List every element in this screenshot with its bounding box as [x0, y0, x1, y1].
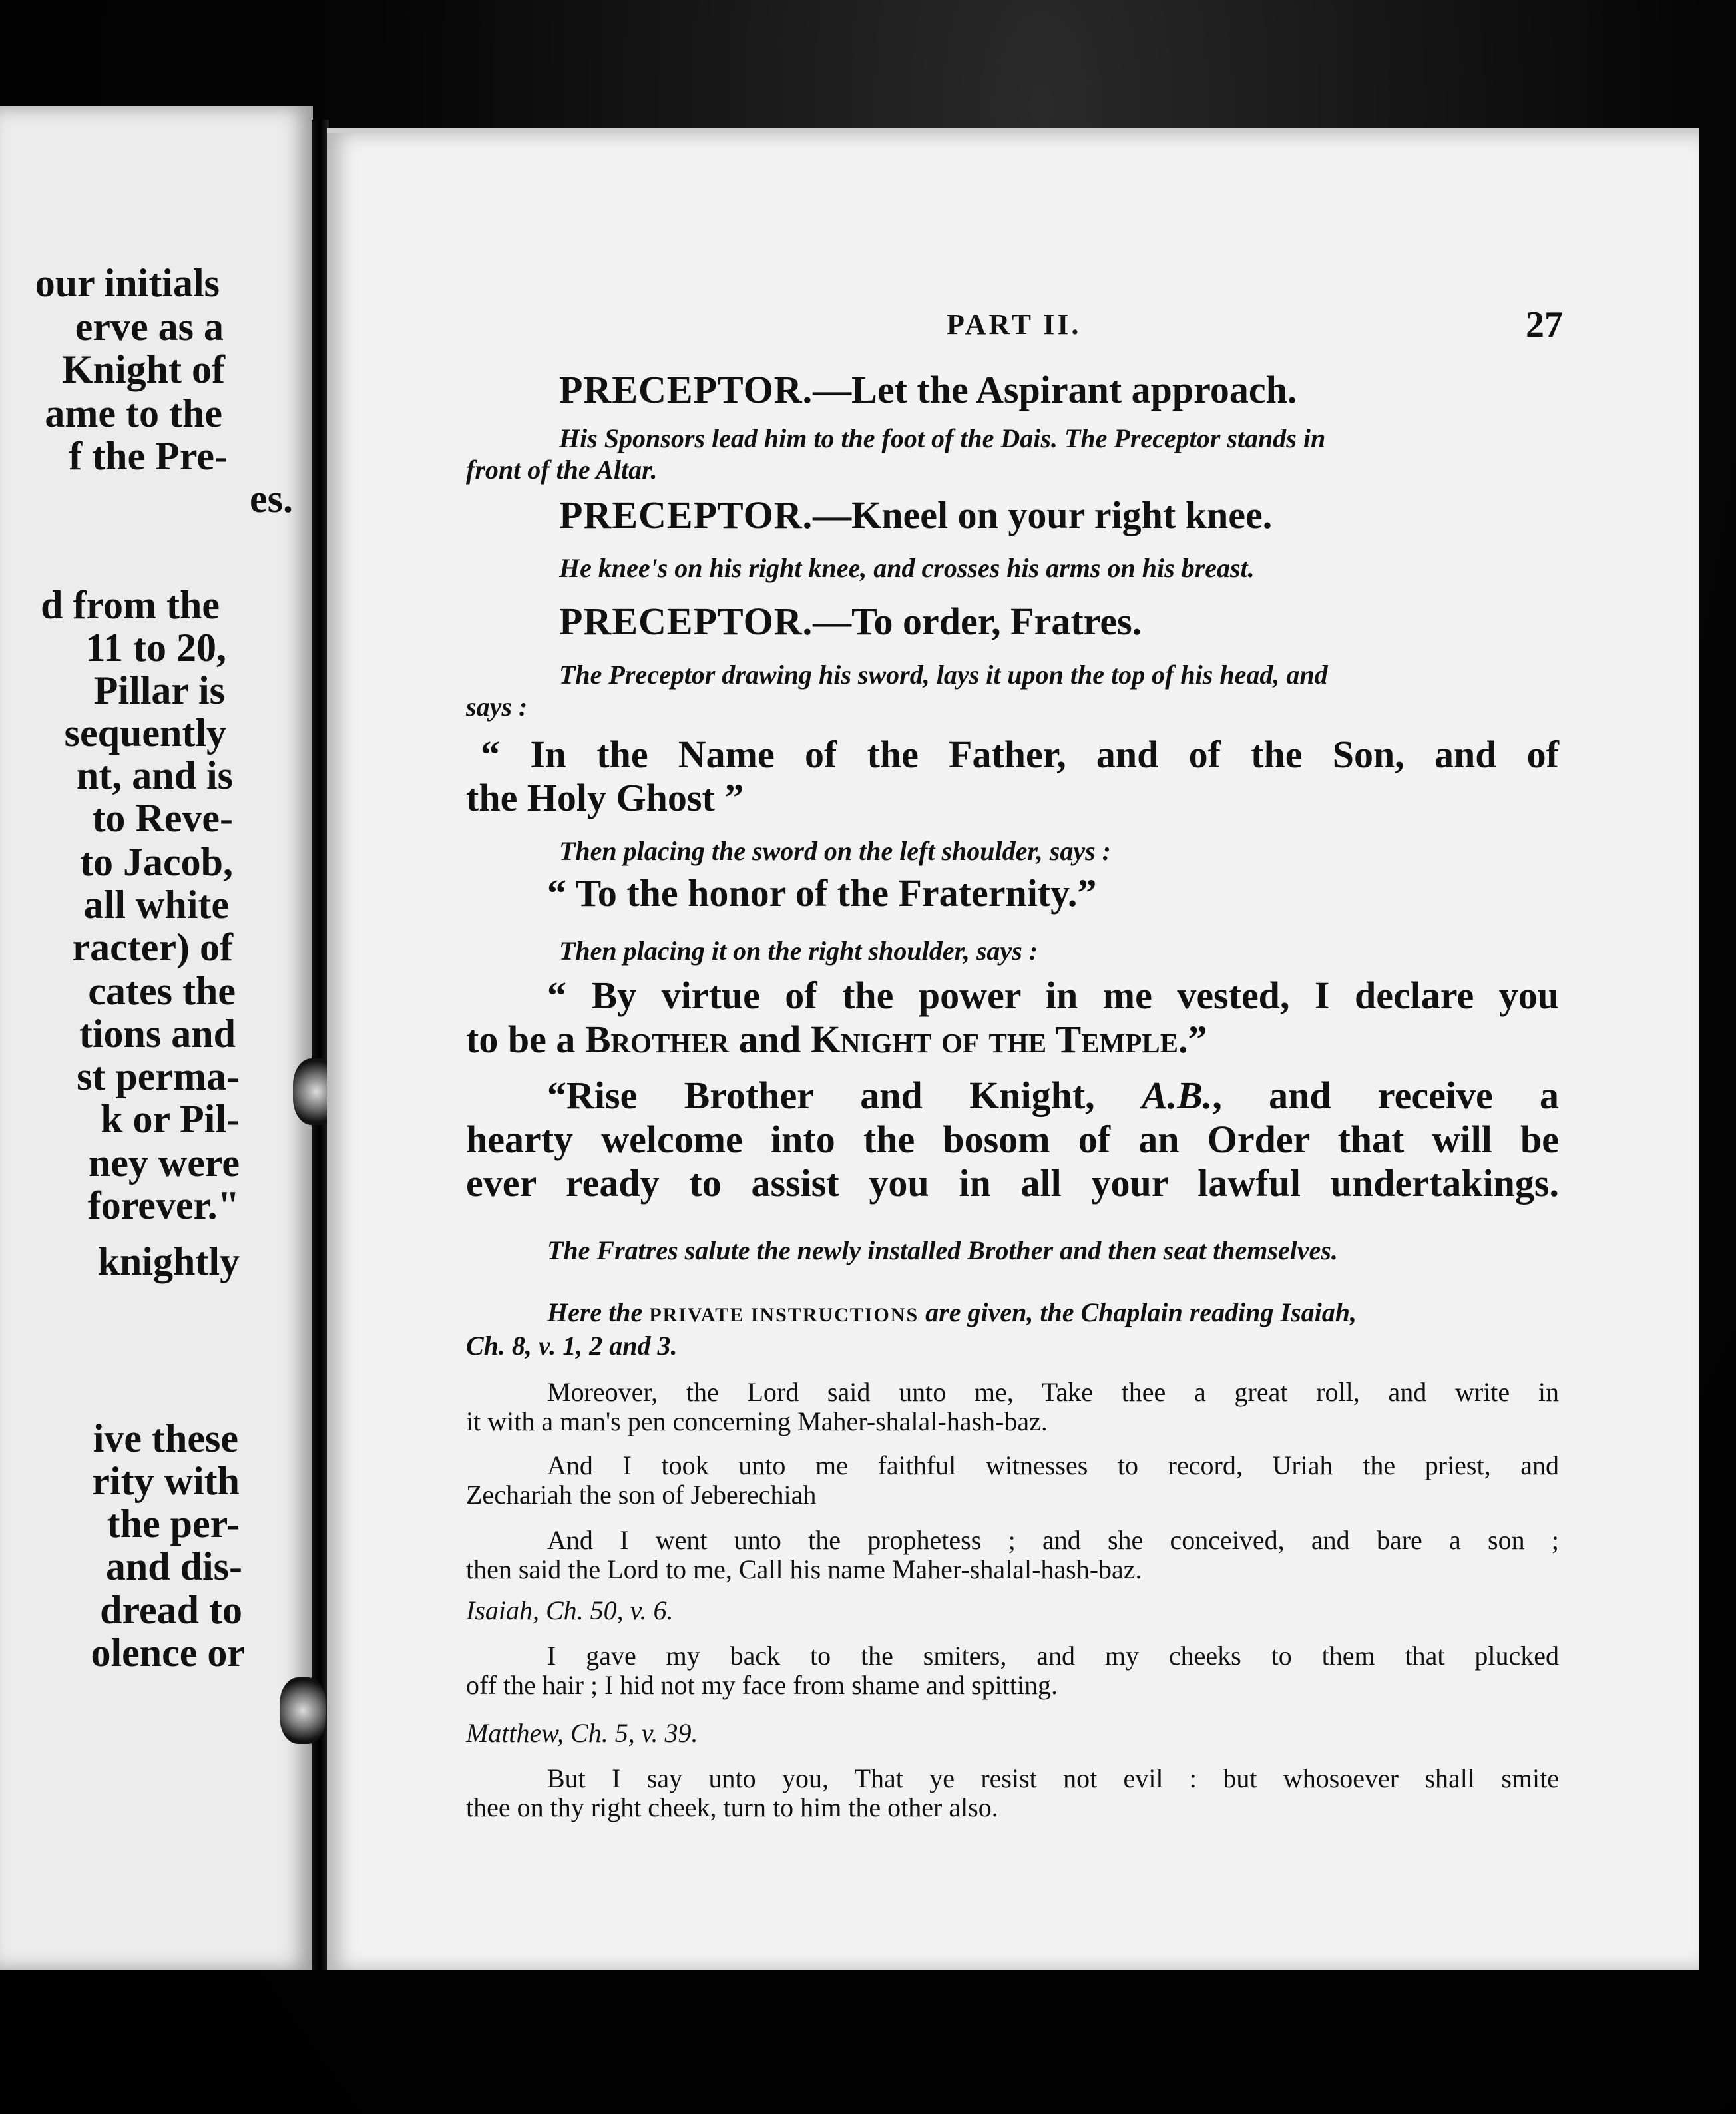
caps-run: PRIVATE INSTRUCTIONS — [649, 1304, 919, 1326]
left-page-line: all white — [83, 883, 229, 927]
left-page-line: to Jacob, — [80, 840, 233, 884]
rubric-fratres-salute: The Fratres salute the newly installed Brother and then seat themselves. — [547, 1235, 1338, 1265]
verse-great-roll-cont: it with a man's pen concerning Maher-shalal-hash-baz. — [466, 1406, 1048, 1436]
quote-rise-brother — [547, 1073, 1559, 1118]
verse-resist-not-cont: thee on thy right cheek, turn to him the other also. — [466, 1793, 998, 1822]
text-run: and — [729, 1018, 811, 1061]
citation-isaiah: Isaiah, Ch. 50, v. 6. — [466, 1595, 674, 1625]
text-run: , and receive a — [1212, 1074, 1560, 1117]
left-page-line: nt, and is — [76, 753, 233, 797]
quote-in-the-name: “ In the Name of the Father, and of the Son, and of — [481, 733, 1559, 776]
left-page-line: tions and — [79, 1012, 236, 1056]
left-page-line: cates the — [88, 969, 236, 1013]
verse-smiters: I gave my back to the smiters, and my cheeks to them that plucked — [547, 1641, 1559, 1671]
left-page-line: ame to the — [45, 391, 222, 435]
left-page-line: our initials — [35, 261, 220, 305]
quote-rise-brother-cont2: ever ready to assist you in all your lawful undertakings. — [466, 1162, 1559, 1205]
running-head: PART II. — [947, 308, 1082, 341]
left-page-line: st perma- — [77, 1054, 240, 1098]
rubric-sword: The Preceptor drawing his sword, lays it upon the top of his head, and — [559, 660, 1328, 690]
verse-prophetess-cont: then said the Lord to me, Call his name Maher-shalal-hash-baz. — [466, 1554, 1142, 1584]
quote-by-virtue-cont — [466, 1017, 1207, 1062]
text-run: .” — [1178, 1018, 1207, 1061]
right-page — [327, 133, 1699, 1970]
speaker-label: PRECEPTOR. — [559, 600, 813, 643]
left-page-line: to Reve- — [92, 796, 233, 840]
rubric-sword-cont: says : — [466, 692, 528, 722]
speech-preceptor-approach — [559, 367, 1297, 412]
small-caps-run: Brother — [584, 1018, 730, 1061]
quote-rise-brother-cont: hearty welcome into the bosom of an Order that will be — [466, 1118, 1559, 1161]
text-run: “Rise Brother and Knight, — [547, 1074, 1142, 1117]
left-page-line: d from the — [41, 583, 220, 627]
speech-text: —Let the Aspirant approach. — [813, 368, 1297, 411]
speech-text: —Kneel on your right knee. — [813, 493, 1273, 536]
verse-resist-not: But I say unto you, That ye resist not evil : but whosoever shall smite — [547, 1763, 1559, 1793]
left-page-line: ney were — [88, 1141, 240, 1185]
left-page-line: and dis- — [105, 1544, 242, 1588]
left-page-line: ive these — [93, 1416, 238, 1460]
rubric-right-shoulder: Then placing it on the right shoulder, says : — [559, 936, 1038, 966]
left-page-line: the per- — [107, 1502, 240, 1546]
left-page-line: Knight of — [61, 347, 225, 391]
left-page-line: dread to — [100, 1588, 242, 1632]
speech-preceptor-kneel — [559, 493, 1272, 537]
quote-honor-fraternity: “ To the honor of the Fraternity.” — [547, 871, 1097, 915]
small-caps-run: Knight of the Temple — [810, 1018, 1178, 1061]
verse-great-roll: Moreover, the Lord said unto me, Take thee a great roll, and write in — [547, 1377, 1559, 1407]
left-page-line: racter) of — [72, 925, 233, 969]
quote-in-the-name-cont: the Holy Ghost ” — [466, 776, 744, 819]
left-page-line: knightly — [97, 1239, 240, 1283]
verse-prophetess: And I went unto the prophetess ; and she conceived, and bare a son ; — [547, 1525, 1559, 1555]
left-page-line: rity with — [92, 1459, 240, 1503]
rubric-private-instructions-cont: Ch. 8, v. 1, 2 and 3. — [466, 1331, 678, 1361]
rubric-sponsors: His Sponsors lead him to the foot of the Dais. The Preceptor stands in — [559, 423, 1326, 453]
page-number: 27 — [1526, 304, 1563, 345]
left-page-line: k or Pil- — [101, 1097, 240, 1141]
left-page-line: erve as a — [75, 305, 224, 349]
quote-by-virtue: “ By virtue of the power in me vested, I declare you — [547, 974, 1559, 1017]
left-page-line: Pillar is — [93, 668, 225, 712]
speaker-label: PRECEPTOR. — [559, 493, 813, 536]
left-page-line: es. — [250, 477, 293, 521]
left-page-line: olence or — [91, 1631, 245, 1675]
rubric-left-shoulder: Then placing the sword on the left shoulder, says : — [559, 836, 1111, 866]
left-page-line: 11 to 20, — [85, 626, 226, 670]
speech-text: —To order, Fratres. — [813, 600, 1142, 643]
text-run: to be a — [466, 1018, 585, 1061]
verse-witnesses: And I took unto me faithful witnesses to record, Uriah the priest, and — [547, 1450, 1559, 1480]
verse-smiters-cont: off the hair ; I hid not my face from shame and spitting. — [466, 1670, 1058, 1700]
italic-run: A.B. — [1141, 1074, 1213, 1117]
text-run: are given, the Chaplain reading Isaiah, — [919, 1297, 1357, 1327]
rubric-kneels: He knee's on his right knee, and crosses his arms on his breast. — [559, 553, 1255, 583]
left-page-line: sequently — [64, 711, 226, 755]
citation-matthew: Matthew, Ch. 5, v. 39. — [466, 1718, 698, 1748]
text-run: Here the — [547, 1297, 650, 1327]
rubric-private-instructions — [547, 1297, 1357, 1328]
rubric-sponsors-cont: front of the Altar. — [466, 455, 658, 485]
speech-preceptor-order — [559, 599, 1142, 644]
binding-thread-knot — [280, 1677, 326, 1744]
verse-witnesses-cont: Zechariah the son of Jeberechiah — [466, 1480, 817, 1510]
speaker-label: PRECEPTOR. — [559, 368, 813, 411]
left-page-line: forever." — [87, 1183, 240, 1227]
left-page-line: f the Pre- — [69, 434, 228, 478]
left-facing-page — [0, 106, 313, 1970]
